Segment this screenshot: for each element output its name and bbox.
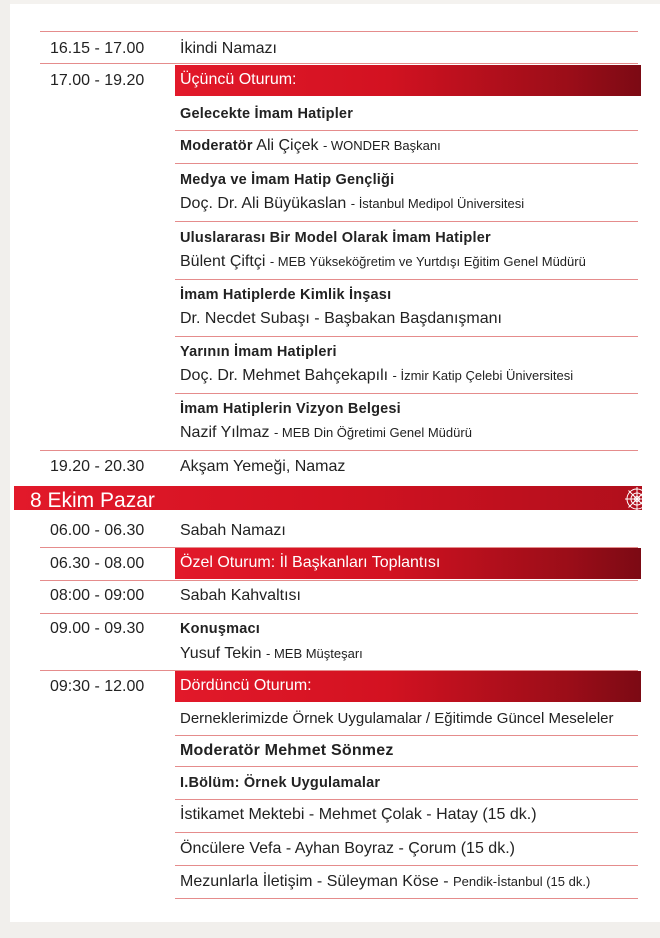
session-header-bar — [175, 65, 641, 96]
time-slot: 09:30 - 12.00 — [50, 678, 145, 695]
list-item-detail: Pendik-İstanbul (15 dk.) — [453, 874, 591, 889]
moderator-line — [180, 137, 441, 155]
list-item-text: Mezunlarla İletişim - Süleyman Köse - — [180, 873, 449, 890]
session-topic: Gelecekte İmam Hatipler — [180, 106, 354, 122]
page-top-border — [0, 0, 660, 4]
talk-speaker: Dr. Necdet Subaşı - Başbakan Başdanışmanı — [180, 310, 502, 327]
ornament-icon — [624, 486, 650, 512]
talk-speaker-line — [180, 310, 502, 328]
row-divider — [175, 393, 638, 394]
moderator-line: Moderatör Mehmet Sönmez — [180, 742, 394, 759]
talk-speaker-line — [180, 645, 363, 663]
row-divider — [175, 163, 638, 164]
list-item — [180, 840, 515, 858]
row-divider — [40, 580, 638, 581]
row-divider — [175, 832, 638, 833]
talk-title: Yarının İmam Hatipleri — [180, 344, 337, 360]
talk-title: İmam Hatiplerde Kimlik İnşası — [180, 287, 392, 303]
talk-speaker-role: - MEB Müşteşarı — [266, 646, 363, 661]
talk-speaker: Yusuf Tekin — [180, 645, 262, 662]
talk-speaker: Bülent Çiftçi — [180, 253, 266, 270]
row-divider — [175, 799, 638, 800]
list-item — [180, 873, 590, 891]
time-slot: 17.00 - 19.20 — [50, 72, 145, 89]
row-divider — [175, 221, 638, 222]
row-divider — [40, 31, 638, 32]
speaker-heading: Konuşmacı — [180, 621, 260, 637]
moderator-label: Moderatör — [180, 138, 253, 154]
row-divider — [40, 450, 638, 451]
time-slot: 06.30 - 08.00 — [50, 555, 145, 572]
row-divider — [175, 735, 638, 736]
page-left-border — [0, 0, 10, 938]
time-slot: 08:00 - 09:00 — [50, 587, 145, 604]
agenda-item: Akşam Yemeği, Namaz — [180, 458, 346, 475]
talk-speaker: Nazif Yılmaz — [180, 424, 270, 441]
day-header-bar — [14, 486, 642, 510]
time-slot: 16.15 - 17.00 — [50, 40, 145, 57]
agenda-item: Sabah Namazı — [180, 522, 286, 539]
talk-speaker-line — [180, 367, 573, 385]
session-title: Dördüncü Oturum: — [180, 677, 312, 694]
talk-speaker-line — [180, 253, 586, 271]
talk-speaker: Doç. Dr. Mehmet Bahçekapılı — [180, 367, 389, 384]
list-item-text: İstikamet Mektebi - Mehmet Çolak - Hatay (15 dk.) — [180, 806, 537, 823]
row-divider — [175, 336, 638, 337]
talk-title: Uluslararası Bir Model Olarak İmam Hatipler — [180, 230, 491, 246]
session-title: Üçüncü Oturum: — [180, 71, 297, 88]
talk-speaker-line — [180, 195, 524, 213]
agenda-item: İkindi Namazı — [180, 40, 277, 57]
moderator-role: - WONDER Başkanı — [322, 138, 441, 153]
row-divider — [175, 898, 638, 899]
talk-speaker-role: - MEB Yükseköğretim ve Yurtdışı Eğitim Genel Müdürü — [269, 254, 586, 269]
list-item — [180, 806, 537, 824]
time-slot: 19.20 - 20.30 — [50, 458, 145, 475]
agenda-item: Sabah Kahvaltısı — [180, 587, 301, 604]
day-header-title: 8 Ekim Pazar — [30, 489, 155, 510]
session-header-bar — [175, 548, 641, 579]
row-divider — [175, 865, 638, 866]
row-divider — [40, 63, 638, 64]
talk-title: Medya ve İmam Hatip Gençliği — [180, 172, 395, 188]
moderator-name: Ali Çiçek — [256, 137, 319, 154]
session-title: Özel Oturum: İl Başkanları Toplantısı — [180, 554, 441, 571]
time-slot: 06.00 - 06.30 — [50, 522, 145, 539]
session-subtitle: Derneklerimizde Örnek Uygulamalar / Eğitimde Güncel Meseleler — [180, 710, 614, 727]
row-divider — [40, 613, 638, 614]
part-heading: I.Bölüm: Örnek Uygulamalar — [180, 775, 381, 791]
row-divider — [175, 279, 638, 280]
talk-speaker-role: - İzmir Katip Çelebi Üniversitesi — [392, 368, 574, 383]
talk-speaker-line — [180, 424, 472, 442]
talk-title: İmam Hatiplerin Vizyon Belgesi — [180, 401, 401, 417]
talk-speaker: Doç. Dr. Ali Büyükaslan — [180, 195, 347, 212]
row-divider — [175, 130, 638, 131]
list-item-text: Öncülere Vefa - Ayhan Boyraz - Çorum (15 dk.) — [180, 840, 515, 857]
page-bottom-border — [0, 922, 660, 938]
talk-speaker-role: - MEB Din Öğretimi Genel Müdürü — [273, 425, 472, 440]
time-slot: 09.00 - 09.30 — [50, 620, 145, 637]
talk-speaker-role: - İstanbul Medipol Üniversitesi — [350, 196, 525, 211]
row-divider — [175, 766, 638, 767]
session-header-bar — [175, 671, 641, 702]
